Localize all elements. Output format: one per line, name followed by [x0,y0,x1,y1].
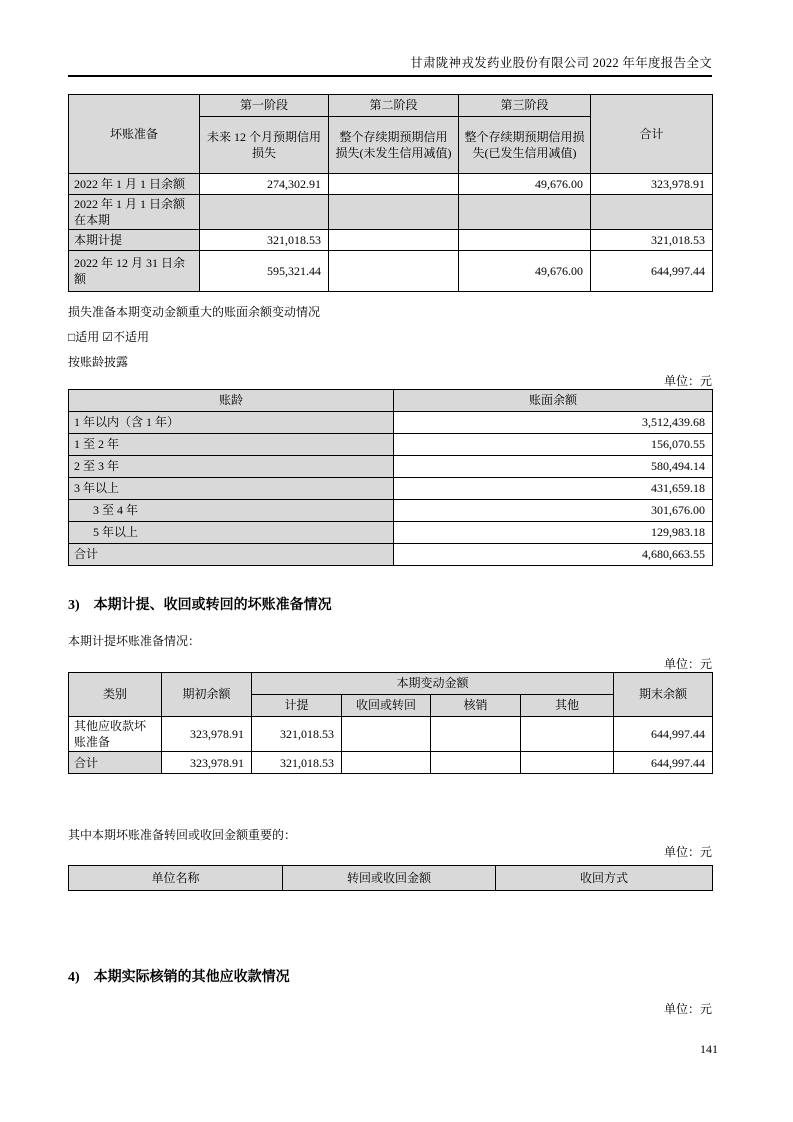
cell-other [521,717,614,752]
header-cell-unit-name: 单位名称 [69,866,283,891]
row-label: 2022 年 1 月 1 日余额在本期 [69,195,200,230]
cell-recover [342,717,431,752]
page-number: 141 [700,1042,718,1056]
cell-closing: 644,997.44 [614,752,713,774]
cell-accrual: 321,018.53 [252,752,342,774]
row-label: 5 年以上 [69,522,394,544]
table-row [69,544,713,566]
cell-stage2 [329,230,459,251]
header-cell-other: 其他 [521,695,614,717]
header-cell-recover: 收回或转回 [342,695,431,717]
cell-balance: 301,676.00 [394,500,713,522]
table-header-row [69,390,713,412]
cell-balance: 4,680,663.55 [394,544,713,566]
section4-title: 本期实际核销的其他应收款情况 [93,970,290,985]
header-cell-category: 坏账准备 [69,95,200,174]
table-row [69,251,713,292]
header-cell-accrual: 计提 [252,695,342,717]
cell-total: 321,018.53 [591,230,713,251]
table-row [69,522,713,544]
unit-label: 单位：元 [663,845,712,859]
cell-stage2 [329,251,459,292]
header-cell-closing: 期末余额 [614,673,713,717]
table-row [69,478,713,500]
cell-closing: 644,997.44 [614,717,713,752]
cell-other [521,752,614,774]
table-row [69,412,713,434]
header-rule [68,75,712,77]
table-row [69,434,713,456]
header-cell-stage1: 第一阶段 [200,95,329,117]
cell-stage3 [459,230,591,251]
cell-stage1 [200,195,329,230]
header-cell-writeoff: 核销 [431,695,521,717]
row-label: 1 年以内（含 1 年） [69,412,394,434]
header-cell-balance: 账面余额 [394,390,713,412]
unit-label: 单位：元 [663,374,712,388]
header-cell-total: 合计 [591,95,713,174]
cell-writeoff [431,717,521,752]
cell-balance: 431,659.18 [394,478,713,500]
cell-total: 644,997.44 [591,251,713,292]
section3-number: 3) [68,598,80,613]
table-row [69,230,713,251]
section4-heading [68,966,712,986]
table-row [69,456,713,478]
header-cell-stage2-sub: 整个存续期预期信用损失(未发生信用减值) [329,117,459,174]
cell-balance: 580,494.14 [394,456,713,478]
provision-movement-table [68,672,713,774]
cell-writeoff [431,752,521,774]
cell-balance: 156,070.55 [394,434,713,456]
unit-label: 单位：元 [663,1002,712,1016]
page-header-title: 甘肃陇神戎发药业股份有限公司 2022 年年度报告全文 [410,56,712,70]
cell-balance: 129,983.18 [394,522,713,544]
table-row [69,717,713,752]
aging-table [68,389,713,566]
header-cell-category: 类别 [69,673,162,717]
cell-stage2 [329,174,459,195]
table-row [69,174,713,195]
table-header-row [69,95,713,117]
cell-total [591,195,713,230]
row-label: 合计 [69,544,394,566]
row-label: 其他应收款坏账准备 [69,717,162,752]
row-label: 3 至 4 年 [69,500,394,522]
cell-stage1: 321,018.53 [200,230,329,251]
recovery-note: 其中本期坏账准备转回或收回金额重要的： [68,828,297,842]
header-cell-change-group: 本期变动金额 [252,673,614,695]
header-cell-stage2: 第二阶段 [329,95,459,117]
header-cell-aging: 账龄 [69,390,394,412]
section3-intro: 本期计提坏账准备情况： [68,634,201,648]
cell-balance: 3,512,439.68 [394,412,713,434]
cell-stage3: 49,676.00 [459,251,591,292]
cell-stage1: 274,302.91 [200,174,329,195]
table-row [69,752,713,774]
applicable-checkboxes: □适用 ☑不适用 [68,330,150,344]
cell-stage1: 595,321.44 [200,251,329,292]
header-cell-stage1-sub: 未来 12 个月预期信用损失 [200,117,329,174]
row-label: 1 至 2 年 [69,434,394,456]
cell-stage3: 49,676.00 [459,174,591,195]
cell-stage2 [329,195,459,230]
header-cell-method: 收回方式 [496,866,713,891]
recovery-table [68,865,713,891]
loss-change-note: 损失准备本期变动金额重大的账面余额变动情况 [68,305,321,319]
row-label: 2 至 3 年 [69,456,394,478]
row-label: 2022 年 1 月 1 日余额 [69,174,200,195]
row-label: 合计 [69,752,162,774]
header-cell-amount: 转回或收回金额 [283,866,496,891]
bad-debt-stage-table [68,94,713,292]
cell-recover [342,752,431,774]
cell-total: 323,978.91 [591,174,713,195]
row-label: 2022 年 12 月 31 日余额 [69,251,200,292]
header-cell-opening: 期初余额 [162,673,252,717]
table-row [69,500,713,522]
table-header-row [69,673,713,695]
unit-label: 单位：元 [663,657,712,671]
cell-stage3 [459,195,591,230]
table-row [69,195,713,230]
cell-opening: 323,978.91 [162,717,252,752]
table-header-row [69,866,713,891]
aging-disclosure-label: 按账龄披露 [68,355,129,369]
cell-accrual: 321,018.53 [252,717,342,752]
cell-opening: 323,978.91 [162,752,252,774]
row-label: 3 年以上 [69,478,394,500]
row-label: 本期计提 [69,230,200,251]
section3-title: 本期计提、收回或转回的坏账准备情况 [93,598,332,613]
header-cell-stage3: 第三阶段 [459,95,591,117]
section3-heading [68,594,712,614]
header-cell-stage3-sub: 整个存续期预期信用损失(已发生信用减值) [459,117,591,174]
section4-number: 4) [68,970,80,985]
